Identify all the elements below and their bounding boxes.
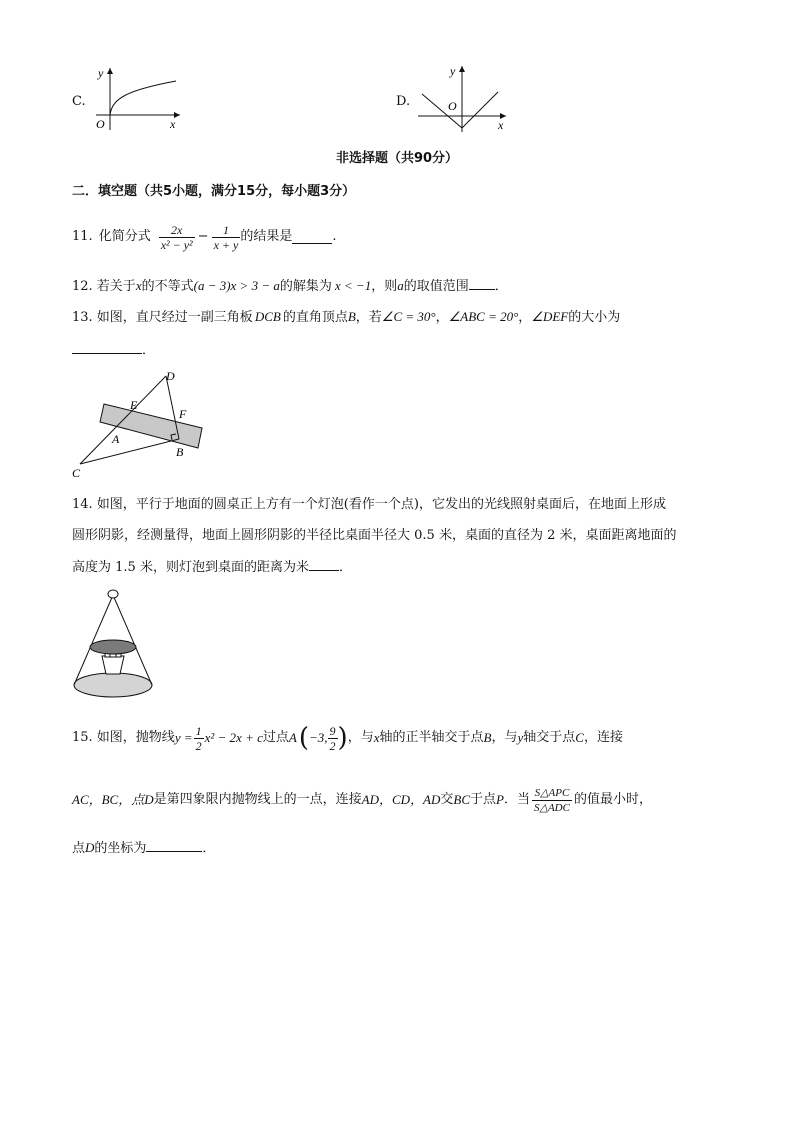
q11-number: 11. bbox=[72, 229, 93, 244]
q15-point-a-x: −3, bbox=[309, 730, 328, 745]
q11-minus: − bbox=[197, 229, 209, 244]
label-a: A bbox=[112, 432, 120, 446]
q15-p: P bbox=[496, 792, 504, 807]
q11-f1-den: x² − y² bbox=[160, 237, 193, 252]
q12-var-x: x bbox=[135, 278, 142, 293]
q15-text-6: 轴交于点 bbox=[523, 730, 576, 745]
option-c-label: C. bbox=[72, 94, 86, 109]
q15-point-a: A bbox=[288, 730, 297, 745]
q13-sep-2: ， bbox=[518, 310, 532, 325]
q14-figure bbox=[68, 584, 168, 700]
question-15-line-3: 点D的坐标为 ． bbox=[72, 840, 216, 856]
q15-area-ratio bbox=[532, 786, 572, 815]
label-d: D bbox=[166, 369, 175, 383]
label-e: E bbox=[130, 398, 138, 412]
q12-text-d: ，则 bbox=[371, 279, 398, 294]
q11-f2-num: 1 bbox=[212, 223, 241, 238]
q12-solution: x < −1 bbox=[334, 278, 372, 293]
c-axis-y-label: y bbox=[98, 66, 104, 80]
question-13 bbox=[72, 308, 620, 327]
q15-b: B bbox=[483, 730, 492, 745]
q13-angle-c: ∠C = 30° bbox=[381, 309, 436, 324]
d-origin-label: O bbox=[448, 99, 457, 113]
q15-nine-half-den: 2 bbox=[329, 738, 336, 753]
question-15-line-1: 15. 如图，抛物线 y = $\frac{1}{2}$ x² − 2x + c 过点 A ( −3, $\frac{9}{2}$ ) ，与 x 轴的正半轴交于点 B ，与 y 轴交于点 C ，连接 bbox=[72, 723, 623, 753]
q14-line-2: 圆形阴影，经测量得，地面上圆形阴影的半径比桌面半径大 0.5 米，桌面的直径为 2 米，桌面距离地面的 bbox=[72, 528, 677, 543]
q11-fraction-2 bbox=[212, 223, 241, 252]
q12-text-a: 12. 若关于 bbox=[72, 279, 136, 294]
table-base bbox=[102, 656, 124, 674]
q13-answer-blank bbox=[72, 340, 142, 354]
q13-text-1: 13. 如图，直尺经过一副三角板 bbox=[72, 310, 253, 325]
q11-f1-num: 2x bbox=[159, 223, 195, 238]
q15-line2-f: 于点 bbox=[470, 792, 497, 807]
q13-b: B bbox=[347, 309, 356, 324]
q15-c: C bbox=[575, 730, 584, 745]
q12-var-a: a bbox=[397, 278, 404, 293]
q14-line-1: 14. 如图，平行于地面的圆桌正上方有一个灯泡(看作一个点)，它发出的光线照射桌面后，在地面上形成 bbox=[72, 497, 666, 512]
q15-eq-y: y = bbox=[174, 730, 193, 745]
q15-x: x bbox=[373, 730, 380, 745]
question-11: 11. 化简分式 $\frac{2x}{\text{x² − y²}}$ − $\frac{1}{x + y}$ 的结果是 . bbox=[72, 222, 337, 252]
q14-answer-blank bbox=[309, 557, 339, 571]
q11-answer-blank bbox=[292, 230, 332, 244]
q11-suffix: 的结果是 bbox=[240, 229, 293, 244]
q15-area-den: S△ADC bbox=[533, 801, 570, 814]
d-axis-y-label: y bbox=[450, 64, 456, 78]
q13-figure bbox=[68, 366, 208, 482]
q13-angle-abc: ∠ABC = 20° bbox=[448, 309, 519, 324]
q12-text-e: 的取值范围 bbox=[403, 279, 469, 294]
c-axis-x-label: x bbox=[170, 117, 176, 131]
section-heading: 非选择题（共90分） bbox=[335, 151, 459, 166]
q15-nine-half bbox=[328, 724, 338, 753]
q15-line2-a: AC，BC，点 bbox=[72, 792, 145, 807]
q13-text-3: ，若 bbox=[355, 310, 382, 325]
q14-line-3: 高度为 1.5 米，则灯泡到桌面的距离为米 bbox=[72, 560, 309, 575]
q15-line2-h: 的值最小时， bbox=[573, 792, 652, 807]
q15-text-1: 15. 如图，抛物线 bbox=[72, 730, 175, 745]
q15-nine-half-num: 9 bbox=[329, 723, 336, 738]
q15-d: D bbox=[144, 792, 154, 807]
q15-y: y bbox=[517, 730, 524, 745]
q15-text-3: ，与 bbox=[347, 730, 374, 745]
table-top bbox=[90, 640, 136, 654]
q15-eq-rest: x² − 2x + c bbox=[204, 730, 263, 745]
label-f: F bbox=[179, 407, 187, 421]
option-d-label: D. bbox=[396, 94, 411, 109]
q12-inequality: (a − 3)x > 3 − a bbox=[193, 278, 280, 293]
q15-text-2: 过点 bbox=[262, 730, 289, 745]
q15-text-7: ，连接 bbox=[583, 730, 623, 745]
q15-line3-b: 的坐标为 bbox=[94, 841, 147, 856]
q13-sep-1: ， bbox=[435, 310, 449, 325]
q13-answer-line: ． bbox=[72, 340, 155, 360]
q15-area-num: S△APC bbox=[532, 786, 572, 801]
option-d-graph bbox=[412, 60, 512, 136]
q15-line2-d: 交 bbox=[440, 792, 454, 807]
q11-prefix: 化简分式 bbox=[98, 229, 151, 244]
q13-text-2: 的直角顶点 bbox=[282, 310, 348, 325]
d-axis-x-label: x bbox=[498, 118, 504, 132]
q15-line3-a: 点 bbox=[72, 841, 86, 856]
question-12: 12. 若关于x的不等式(a − 3)x > 3 − a的解集为 x < −1，则a的取值范围 ． bbox=[72, 278, 508, 294]
option-c-graph bbox=[88, 62, 188, 134]
c-origin-label: O bbox=[96, 117, 105, 131]
q11-f2-den: x + y bbox=[213, 237, 239, 252]
q11-fraction-1 bbox=[159, 223, 195, 252]
ground-shadow bbox=[74, 673, 152, 697]
label-b: B bbox=[176, 445, 184, 459]
q15-text-4: 轴的正半轴交于点 bbox=[379, 730, 484, 745]
q15-line2-c: AD，CD，AD bbox=[361, 792, 441, 807]
q15-line3-d: D bbox=[85, 840, 95, 855]
q13-dcb: DCB bbox=[254, 309, 281, 324]
q12-answer-blank bbox=[469, 276, 495, 290]
label-c: C bbox=[72, 466, 81, 480]
q14-line-3-wrap: 高度为 1.5 米，则灯泡到桌面的距离为米 ． bbox=[72, 557, 352, 577]
q15-line2-g: ．当 bbox=[503, 792, 530, 807]
light-bulb bbox=[108, 590, 118, 598]
q12-text-b: 的不等式 bbox=[141, 279, 194, 294]
q15-half bbox=[194, 724, 204, 753]
q15-half-den: 2 bbox=[195, 738, 202, 753]
q15-line2-e: BC bbox=[453, 792, 470, 807]
part-title: 二．填空题（共5小题，满分15分，每小题3分） bbox=[72, 184, 356, 199]
q15-text-5: ，与 bbox=[491, 730, 518, 745]
q15-answer-blank bbox=[146, 838, 202, 852]
q12-text-c: 的解集为 bbox=[279, 279, 332, 294]
q13-angle-def: ∠DEF bbox=[531, 309, 569, 324]
q13-text-4: 的大小为 bbox=[568, 310, 621, 325]
q15-half-num: 1 bbox=[195, 723, 202, 738]
question-15-line-2 bbox=[72, 780, 652, 820]
q15-line2-b: 是第四象限内抛物线上的一点，连接 bbox=[153, 792, 362, 807]
